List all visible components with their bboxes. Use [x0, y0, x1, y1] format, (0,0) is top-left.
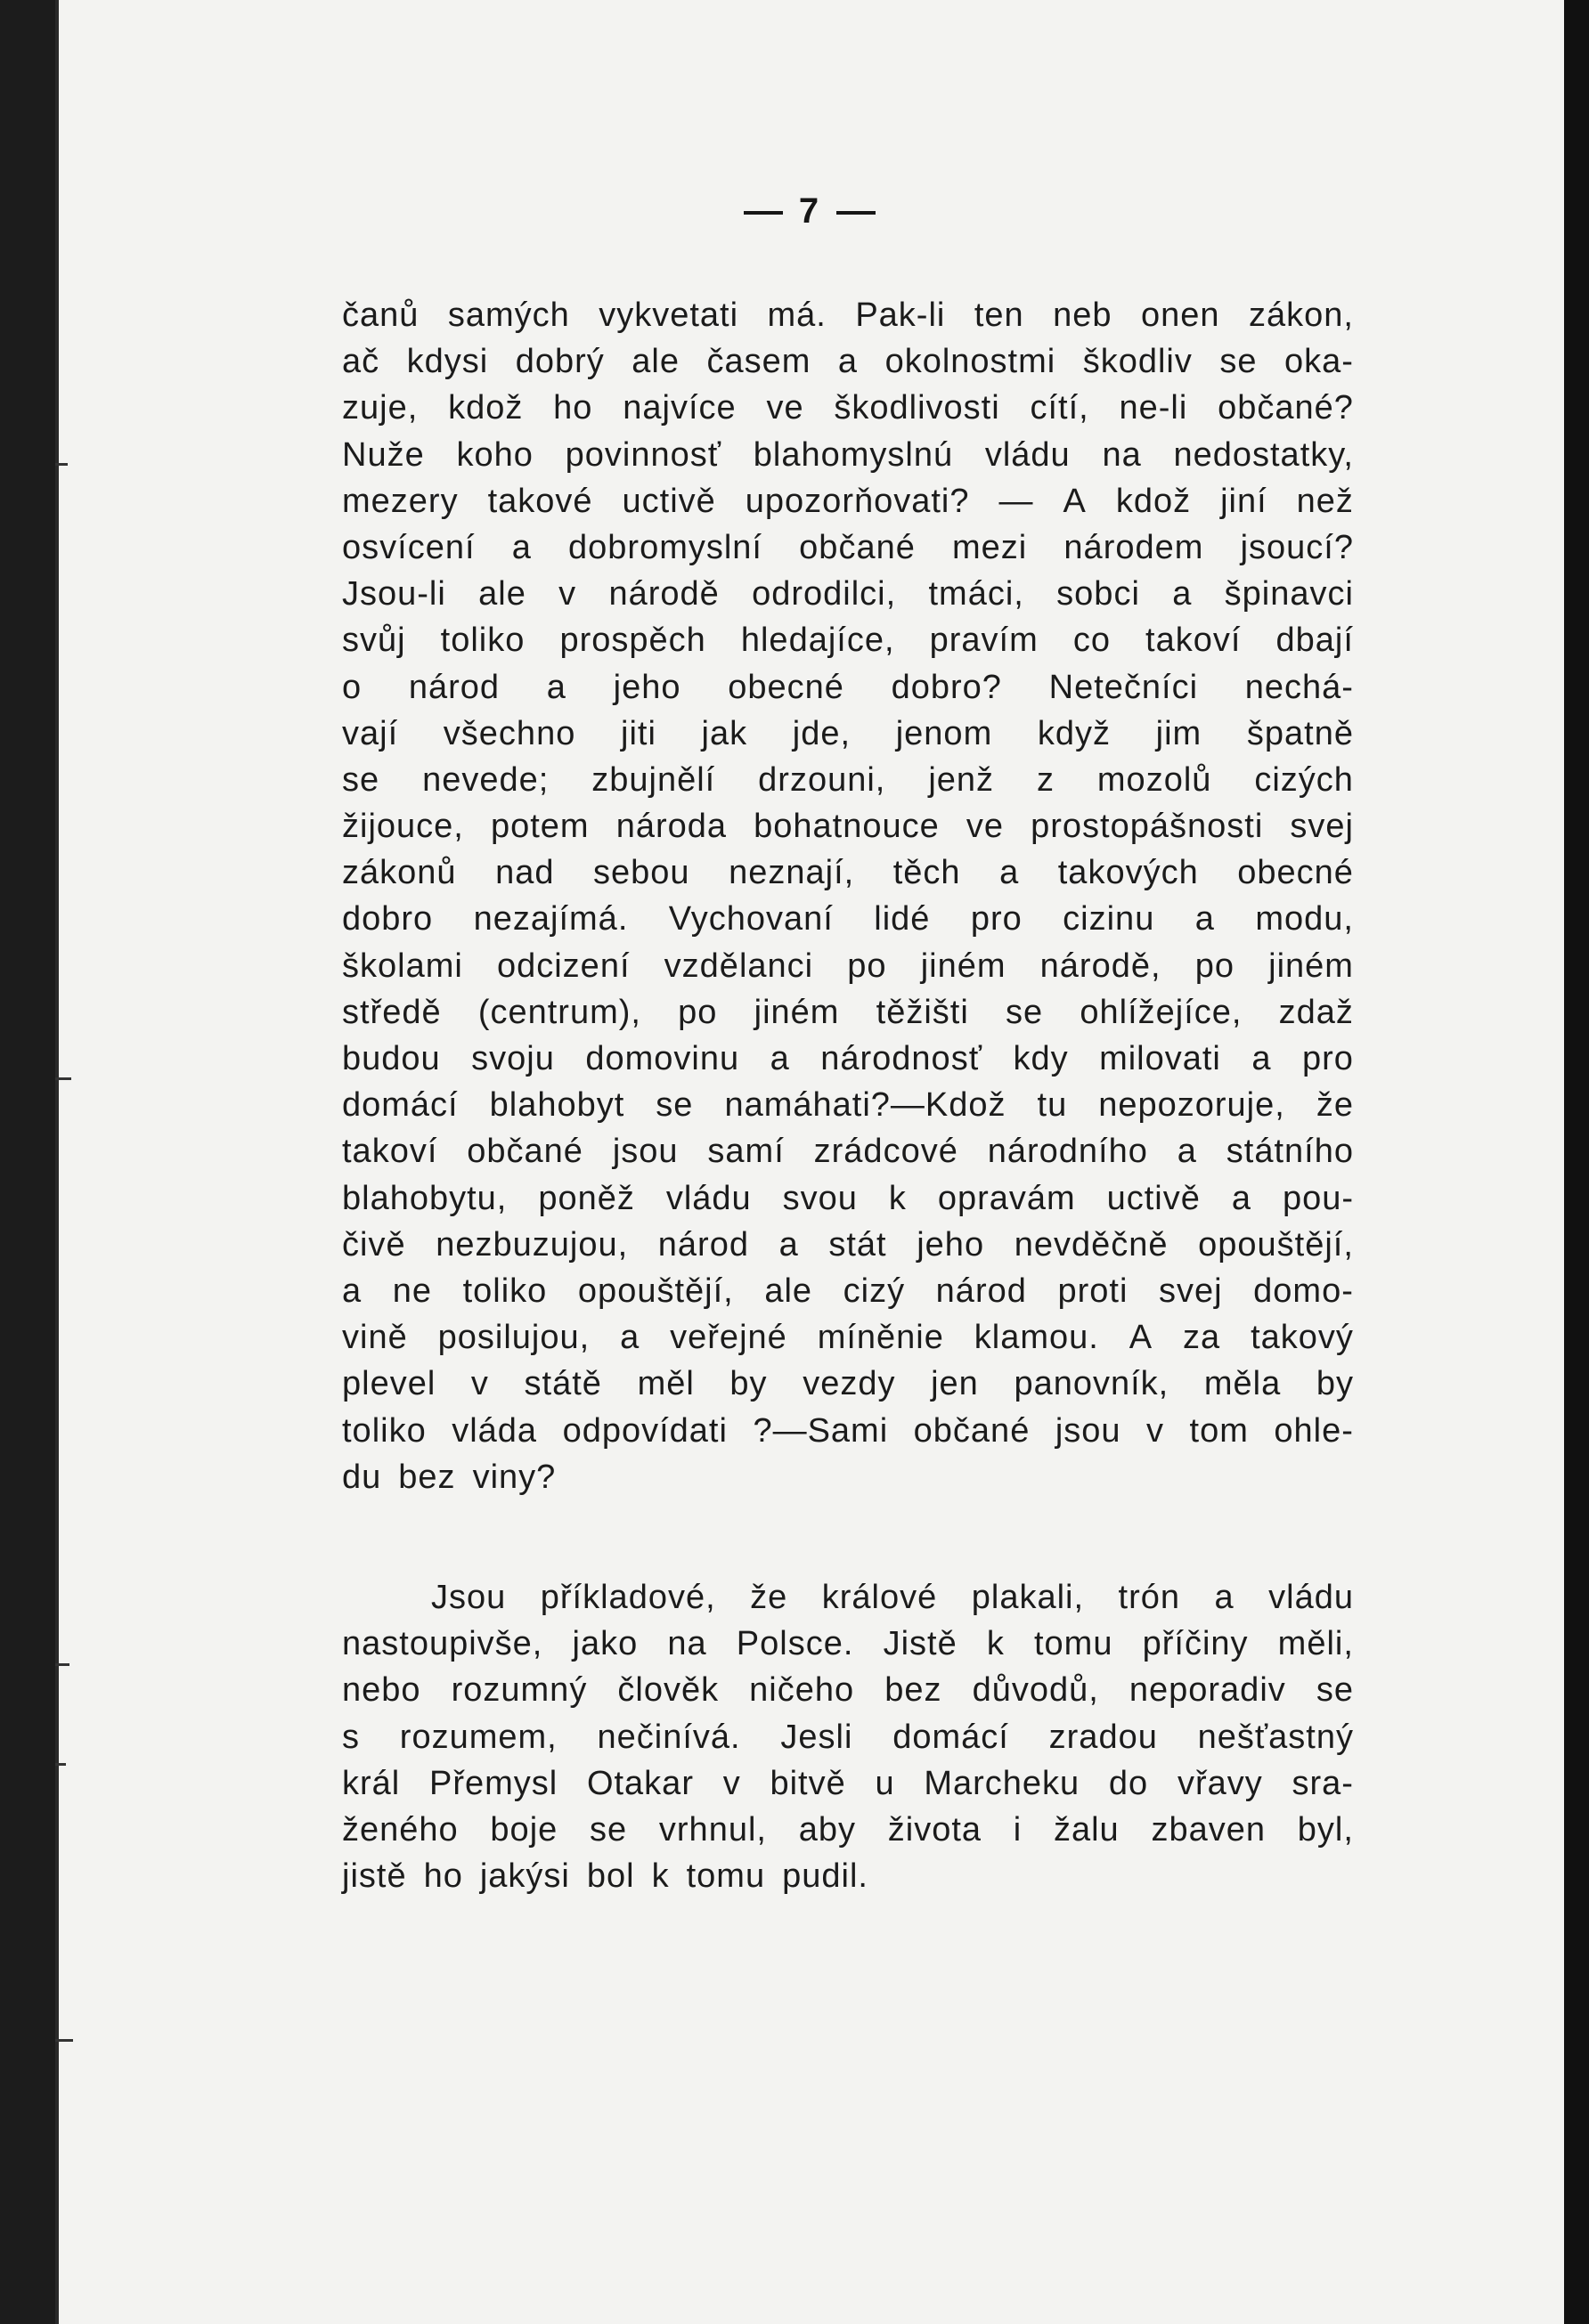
book-page	[55, 0, 1564, 2324]
binding-mark	[55, 463, 68, 466]
text-line: Jsou příkladové, že králové plakali, trón a vládu	[431, 1579, 1354, 1616]
text-line: s rozumem, nečinívá. Jesli domácí zradou nešťastný	[342, 1718, 1354, 1756]
text-line: blahobytu, poněž vládu svou k opravám uctivě a pou-	[342, 1179, 1354, 1217]
text-line: zákonů nad sebou neznají, těch a takových obecné	[342, 854, 1354, 892]
text-line: zuje, kdož ho najvíce ve škodlivosti cítí, ne-li občané?	[342, 389, 1354, 427]
binding-mark	[55, 1077, 71, 1080]
page-number-header	[55, 191, 1564, 232]
text-line: budou svoju domovinu a národnosť kdy milovati a pro	[342, 1040, 1354, 1077]
text-line: čanů samých vykvetati má. Pak-li ten neb onen zákon,	[342, 297, 1354, 334]
text-line: dobro nezajímá. Vychovaní lidé pro cizinu a modu,	[342, 900, 1354, 939]
text-line: takoví občané jsou samí zrádcové národního a státního	[342, 1133, 1354, 1171]
text-line: ženého boje se vrhnul, aby života i žalu zbaven byl,	[342, 1810, 1354, 1849]
text-line: jistě ho jakýsi bol k tomu pudil.	[342, 1857, 868, 1896]
text-line: nastoupivše, jako na Polsce. Jistě k tomu příčiny měli,	[342, 1625, 1354, 1663]
binding-mark	[55, 1763, 66, 1766]
text-line: o národ a jeho obecné dobro? Netečníci nechá-	[342, 668, 1354, 706]
text-line: domácí blahobyt se namáhati?—Kdož tu nepozoruje, že	[342, 1086, 1354, 1125]
text-line: Nuže koho povinnosť blahomyslnú vládu na nedostatky,	[342, 435, 1354, 474]
header-dash-left	[744, 211, 783, 215]
text-line: ač kdysi dobrý ale časem a okolnostmi škodliv se oka-	[342, 343, 1354, 381]
binding-edge	[55, 0, 59, 2324]
text-line: vině posilujou, a veřejné míněnie klamou. A za takový	[342, 1319, 1354, 1357]
text-line: mezery takové uctivě upozorňovati? — A kdož jiní než	[342, 482, 1354, 520]
text-line: osvícení a dobromyslní občané mezi národem jsoucí?	[342, 528, 1354, 566]
text-line: Jsou-li ale v národě odrodilci, tmáci, sobci a špinavci	[342, 575, 1354, 614]
text-line: žijouce, potem národa bohatnouce ve prostopášnosti svej	[342, 808, 1354, 846]
text-line: nebo rozumný člověk ničeho bez důvodů, neporadiv se	[342, 1671, 1354, 1710]
paragraph-1	[342, 292, 1354, 1500]
scan-margin-left	[0, 0, 55, 2324]
text-line: se nevede; zbujnělí drzouni, jenž z mozolů cizých	[342, 760, 1354, 799]
text-line: král Přemysl Otakar v bitvě u Marcheku do vřavy sra-	[342, 1764, 1354, 1802]
text-line: plevel v státě měl by vezdy jen panovník, měla by	[342, 1365, 1354, 1403]
text-line: a ne toliko opouštějí, ale cizý národ proti svej domo-	[342, 1272, 1354, 1310]
text-line: čivě nezbuzujou, národ a stát jeho nevděčně opouštějí,	[342, 1225, 1354, 1264]
binding-mark	[55, 1663, 69, 1666]
paragraph-2	[342, 1574, 1354, 1899]
text-line: středě (centrum), po jiném těžišti se ohlížejíce, zdaž	[342, 993, 1354, 1031]
scan-margin-right	[1564, 0, 1589, 2324]
binding-mark	[55, 2039, 73, 2042]
text-line: vají všechno jiti jak jde, jenom když jim špatně	[342, 714, 1354, 752]
header-dash-right	[836, 211, 876, 215]
page-number: 7	[798, 191, 821, 231]
text-line: toliko vláda odpovídati ?—Sami občané jsou v tom ohle-	[342, 1411, 1354, 1450]
text-line: školami odcizení vzdělanci po jiném národě, po jiném	[342, 947, 1354, 985]
text-line: du bez viny?	[342, 1458, 557, 1496]
text-line: svůj toliko prospěch hledajíce, pravím co takoví dbají	[342, 622, 1354, 660]
